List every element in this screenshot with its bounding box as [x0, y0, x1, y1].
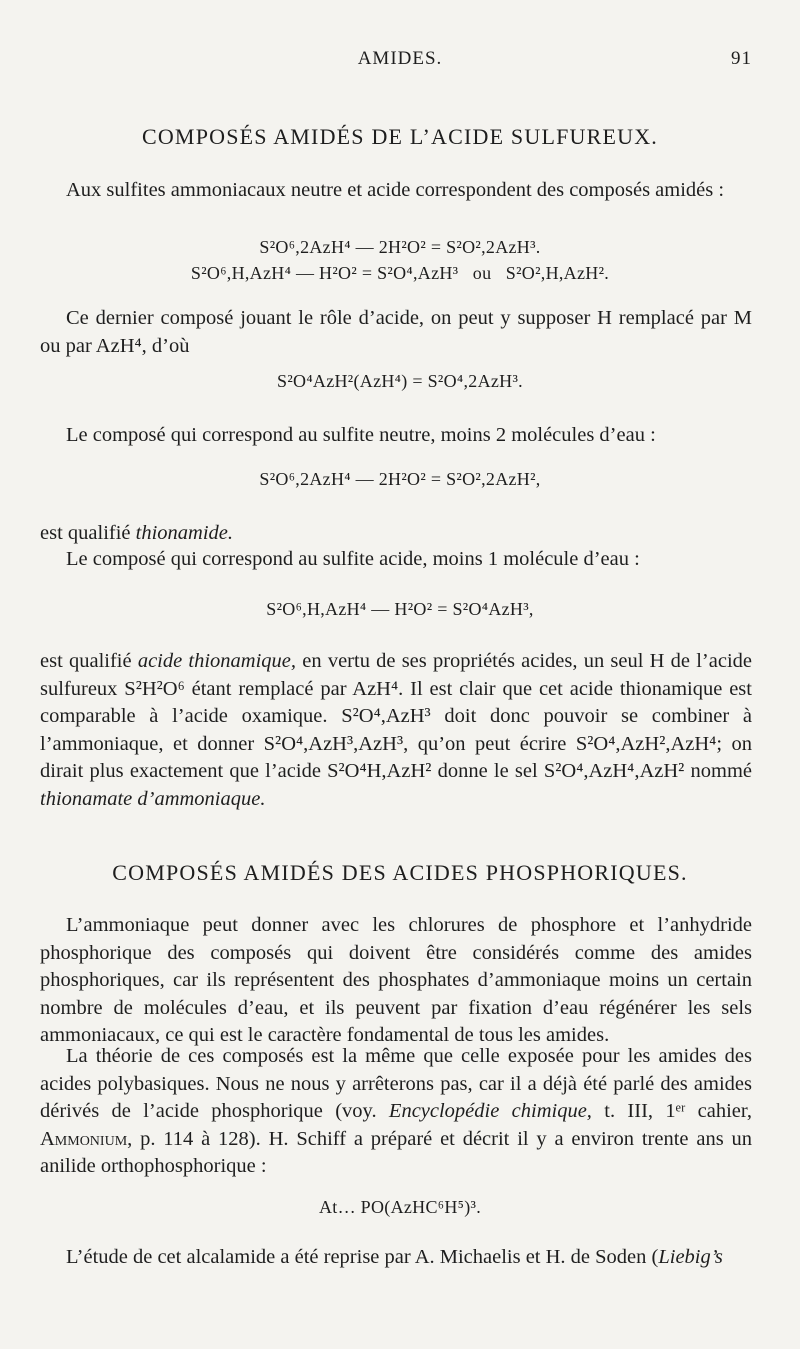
equation-3: S²O⁴AzH²(AzH⁴) = S²O⁴,2AzH³.	[277, 371, 523, 391]
paragraph-phosphoric-amides: L’ammoniaque peut donner avec les chlorures de phosphore et l’anhydride phosphorique des composés qui doivent être considérés comme des amides phosphoriques, car ils représentent des phosphates d’ammoniaque moins un certain nombre de molécules d’eau, et ils peuvent par fixation d’eau régénérer les sels ammoniacaux, ce qui est le caractère fondamental de tous les amides.	[40, 914, 752, 1047]
thionamic-lead: est qualifié	[40, 650, 138, 672]
equation-1: S²O⁶,2AzH⁴ — 2H²O² = S²O²,2AzH³.	[259, 237, 541, 257]
paragraph-michaelis	[40, 1244, 752, 1272]
term-thionamic-acid: acide thionamique,	[137, 650, 297, 672]
equation-anilide: At… PO(AzHC⁶H⁵)³.	[318, 1197, 482, 1217]
ref-ammonium: Ammonium	[40, 1127, 128, 1150]
section-title-sulfureux: COMPOSÉS AMIDÉS DE L’ACIDE SULFUREUX.	[141, 124, 659, 149]
theory-lead: La théorie de ces composés est la même que celle exposée pour les amides des acides polybasiques. Nous ne nous y arrêterons pas, car il a déjà été parlé des amides dérivés de l’acide phosphorique (voy.	[40, 1045, 752, 1123]
ref-liebigs: Liebig’s	[658, 1246, 723, 1268]
paragraph-acid-role: Ce dernier composé jouant le rôle d’acide, on peut y supposer H remplacé par M ou par AzH⁴, d’où	[40, 307, 752, 357]
michaelis-lead: L’étude de cet alcalamide a été reprise par A. Michaelis et H. de Soden (	[66, 1246, 659, 1268]
equation-2-ou: ou	[472, 263, 492, 283]
section-title-phosphoriques: COMPOSÉS AMIDÉS DES ACIDES PHOSPHORIQUES.	[112, 860, 688, 885]
page-number: 91	[731, 48, 752, 69]
paragraph-acid-sulfite: Le composé qui correspond au sulfite acide, moins 1 molécule d’eau :	[66, 548, 640, 570]
term-thionamide: thionamide.	[135, 522, 234, 544]
theory-tail: , p. 114 à 128). H. Schiff a préparé et décrit il y a environ trente ans un anilide orthophosphorique :	[40, 1127, 752, 1178]
paragraph-thionamide	[40, 520, 752, 548]
equation-5: S²O⁶,H,AzH⁴ — H²O² = S²O⁴AzH³,	[266, 599, 534, 619]
theory-volume: t. III, 1ᵉʳ cahier,	[591, 1100, 753, 1123]
term-thionamate: thionamate d’ammoniaque.	[40, 787, 266, 810]
running-header	[40, 48, 760, 78]
equation-2-left: S²O⁶,H,AzH⁴ — H²O² = S²O⁴,AzH³	[190, 263, 459, 283]
paragraph-neutral-sulfite: Le composé qui correspond au sulfite neutre, moins 2 molécules d’eau :	[66, 424, 656, 446]
thionamide-lead: est qualifié	[40, 522, 136, 544]
equation-2	[40, 262, 760, 284]
header-title: AMIDES.	[357, 48, 443, 69]
paragraph-intro: Aux sulfites ammoniacaux neutre et acide correspondent des composés amidés :	[66, 179, 725, 201]
paragraph-theory	[40, 1043, 752, 1181]
ref-encyclopedie: Encyclopédie chimique,	[388, 1100, 592, 1123]
paragraph-thionamic-acid	[40, 648, 752, 814]
equation-2-right: S²O²,H,AzH².	[505, 263, 610, 283]
equation-4: S²O⁶,2AzH⁴ — 2H²O² = S²O²,2AzH²,	[259, 469, 541, 489]
thionamic-body: en vertu de ses propriétés acides, un seul H de l’acide sulfureux S²H²O⁶ étant remplacé par AzH⁴. Il est clair que cet acide thionamique est comparable à l’acide oxamique. S²O⁴,AzH³ doit donc pouvoir se combiner à l’ammoniaque, et donner S²O⁴,AzH³,AzH³, qu’on peut écrire S²O⁴,AzH²,AzH⁴; on dirait plus exactement que l’acide S²O⁴H,AzH² donne le sel S²O⁴,AzH⁴,AzH² nommé	[40, 650, 752, 783]
